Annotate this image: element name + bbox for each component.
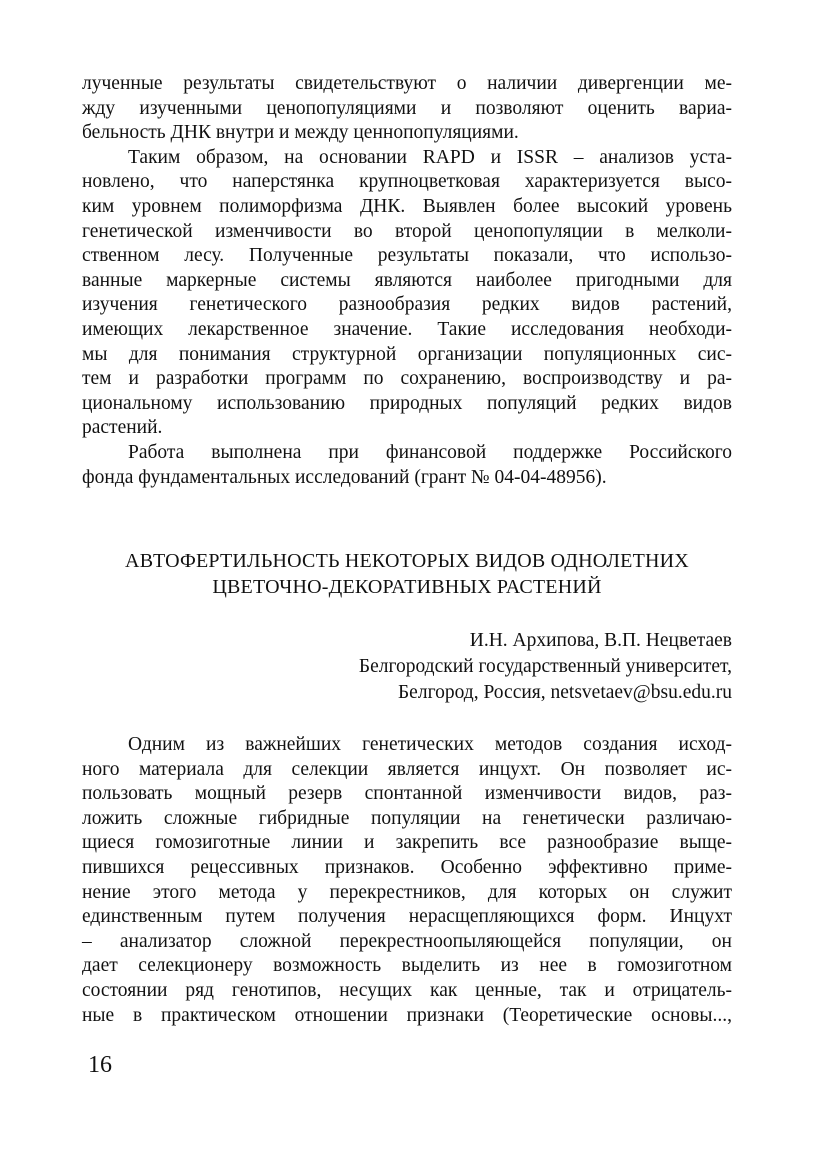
text-line: ванные маркерные системы являются наиболее пригодными для: [82, 269, 732, 291]
paragraph-acknowledgement: [82, 441, 732, 490]
text-line: ные в практическом отношении признаки (Теоретические основы...,: [82, 1004, 732, 1026]
author-block: [82, 628, 732, 706]
text-line: Работа выполнена при финансовой поддержке Российского: [128, 441, 732, 463]
text-line: жду изученными ценопопуляциями и позволяют оценить вариа-: [82, 97, 732, 119]
text-line: изучения генетического разнообразия редких видов растений,: [82, 294, 732, 316]
text-line: ного материала для селекции является инцухт. Он позволяет ис-: [82, 758, 732, 780]
paragraph-conclusion: [82, 146, 732, 441]
text-line: лученные результаты свидетельствуют о наличии дивергенции ме-: [82, 73, 732, 94]
text-line: щиеся гомозиготные линии и закрепить все разнообразие выще-: [82, 832, 732, 854]
text-line: новлено, что наперстянка крупноцветковая характеризуется высо-: [82, 171, 732, 193]
page-number: 16: [88, 1052, 112, 1078]
author-location-email: Белгород, Россия, netsvetaev@bsu.edu.ru: [397, 682, 732, 704]
text-line: состоянии ряд генотипов, несущих как ценные, так и отрицатель-: [82, 980, 732, 1002]
text-line: циональному использованию природных популяций редких видов: [82, 392, 732, 414]
paragraph-introduction: [82, 733, 732, 1028]
title-line: ЦВЕТОЧНО-ДЕКОРАТИВНЫХ РАСТЕНИЙ: [212, 576, 602, 599]
text-line: мы для понимания структурной организации популяционных сис-: [82, 343, 732, 365]
text-line: Одним из важнейших генетических методов создания исход-: [128, 734, 732, 756]
title-line: АВТОФЕРТИЛЬНОСТЬ НЕКОТОРЫХ ВИДОВ ОДНОЛЕТНИХ: [125, 550, 689, 573]
text-line: генетической изменчивости во второй ценопопуляции в мелколи-: [82, 220, 732, 242]
text-line: нение этого метода у перекрестников, для которых он служит: [82, 881, 732, 903]
text-line: растений.: [82, 417, 163, 439]
text-line: бельность ДНК внутри и между ценнопопуляциями.: [82, 122, 519, 144]
text-line: единственным путем получения нерасщепляющихся форм. Инцухт: [82, 906, 732, 928]
author-names: И.Н. Архипова, В.П. Нецветаев: [469, 630, 732, 652]
article-title: [82, 548, 732, 600]
text-line: тем и разработки программ по сохранению, воспроизводству и ра-: [82, 368, 732, 390]
text-line: – анализатор сложной перекрестноопыляющейся популяции, он: [82, 930, 732, 952]
paragraph-continuation: [82, 72, 732, 146]
text-line: ким уровнем полиморфизма ДНК. Выявлен более высокий уровень: [82, 195, 732, 217]
text-line: ственном лесу. Полученные результаты показали, что использо-: [82, 245, 732, 267]
text-line: Таким образом, на основании RAPD и ISSR – анализов уста-: [128, 146, 732, 168]
text-line: пившихся рецессивных признаков. Особенно эффективно приме-: [82, 857, 732, 879]
author-affiliation: Белгородский государственный университет,: [358, 656, 732, 678]
text-line: ложить сложные гибридные популяции на генетически различаю-: [82, 807, 732, 829]
text-line: фонда фундаментальных исследований (грант № 04-04-48956).: [82, 466, 607, 488]
text-line: дает селекционеру возможность выделить из нее в гомозиготном: [82, 955, 732, 977]
text-line: имеющих лекарственное значение. Такие исследования необходи-: [82, 318, 732, 340]
text-line: пользовать мощный резерв спонтанной изменчивости видов, раз-: [82, 783, 732, 805]
page-content: [82, 72, 732, 1028]
